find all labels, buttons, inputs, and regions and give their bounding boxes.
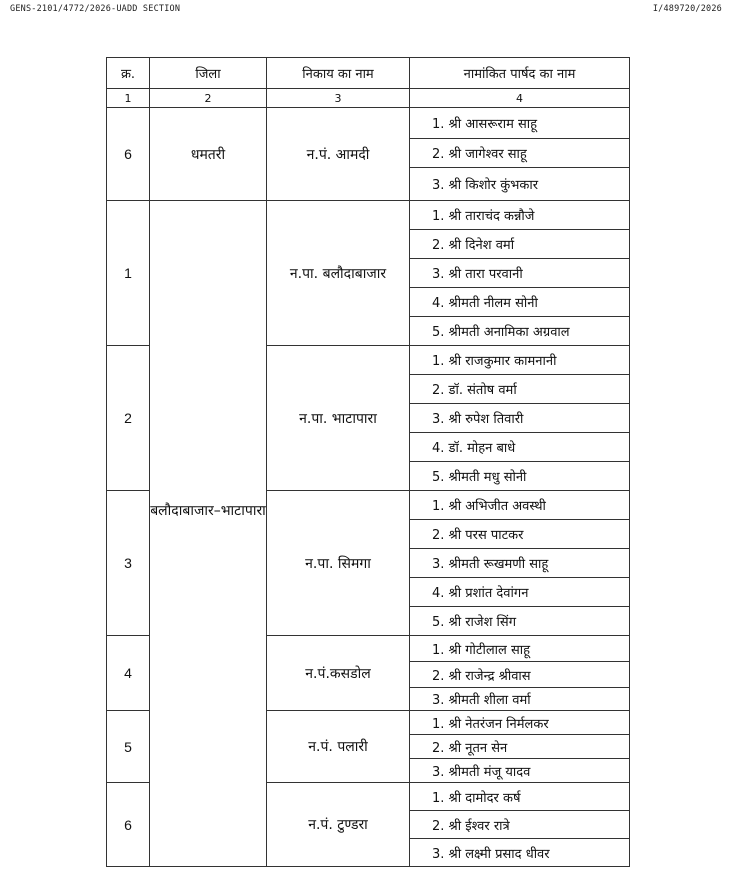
councillor-name: 1. श्री नेतरंजन निर्मलकर (410, 711, 630, 735)
councillor-name: 2. डॉ. संतोष वर्मा (410, 375, 630, 404)
councillor-name: 2. श्री नूतन सेन (410, 735, 630, 759)
column-header-body-name: निकाय का नाम (267, 58, 410, 89)
nominated-councillors-table (106, 57, 630, 867)
district-name: धमतरी (150, 108, 267, 201)
councillor-name: 3. श्री किशोर कुंभकार (410, 168, 630, 201)
councillor-name: 2. श्री जागेश्वर साहू (410, 139, 630, 168)
councillor-name: 2. श्री राजेन्द्र श्रीवास (410, 662, 630, 688)
column-index: 1 (107, 89, 150, 108)
councillor-name: 1. श्री आसरूराम साहू (410, 108, 630, 139)
body-name: न.पा. बलौदाबाजार (267, 201, 410, 346)
councillor-name: 4. डॉ. मोहन बाधे (410, 433, 630, 462)
district-name-text: बलौदाबाजार–भाटापारा (150, 503, 266, 519)
document-reference-left: GENS-2101/4772/2026-UADD SECTION (10, 4, 181, 14)
serial-number: 2 (107, 346, 150, 491)
column-header-district: जिला (150, 58, 267, 89)
councillor-name: 1. श्री अभिजीत अवस्थी (410, 491, 630, 520)
councillor-name: 4. श्रीमती नीलम सोनी (410, 288, 630, 317)
column-header-councillor-name: नामांकित पार्षद का नाम (410, 58, 630, 89)
councillor-name: 5. श्री राजेश सिंग (410, 607, 630, 636)
councillor-name: 1. श्री दामोदर कर्ष (410, 783, 630, 811)
councillor-name: 2. श्री ईश्वर रात्रे (410, 811, 630, 839)
table-row (107, 201, 630, 230)
serial-number: 5 (107, 711, 150, 783)
councillor-name: 5. श्रीमती अनामिका अग्रवाल (410, 317, 630, 346)
councillor-name: 2. श्री दिनेश वर्मा (410, 230, 630, 259)
table-row (107, 108, 630, 139)
serial-number: 1 (107, 201, 150, 346)
column-index-row (107, 89, 630, 108)
councillor-name: 3. श्री लक्ष्मी प्रसाद धीवर (410, 839, 630, 867)
councillor-name: 3. श्रीमती शीला वर्मा (410, 688, 630, 711)
body-name: न.पं.कसडोल (267, 636, 410, 711)
serial-number: 4 (107, 636, 150, 711)
councillor-name: 3. श्री रुपेश तिवारी (410, 404, 630, 433)
body-name: न.पं. पलारी (267, 711, 410, 783)
councillor-name: 2. श्री परस पाटकर (410, 520, 630, 549)
councillor-name: 4. श्री प्रशांत देवांगन (410, 578, 630, 607)
councillor-name: 5. श्रीमती मधु सोनी (410, 462, 630, 491)
district-name (150, 201, 267, 867)
document-reference-right: I/489720/2026 (652, 4, 722, 14)
councillor-name: 3. श्रीमती मंजू यादव (410, 759, 630, 783)
serial-number: 6 (107, 783, 150, 867)
body-name: न.पं. आमदी (267, 108, 410, 201)
column-index: 4 (410, 89, 630, 108)
body-name: न.पा. भाटापारा (267, 346, 410, 491)
table-header-row (107, 58, 630, 89)
serial-number: 6 (107, 108, 150, 201)
councillor-name: 3. श्रीमती रूखमणी साहू (410, 549, 630, 578)
councillor-name: 1. श्री राजकुमार कामनानी (410, 346, 630, 375)
body-name: न.पा. सिमगा (267, 491, 410, 636)
body-name: न.पं. टुण्डरा (267, 783, 410, 867)
column-index: 2 (150, 89, 267, 108)
column-header-serial: क्र. (107, 58, 150, 89)
councillor-name: 1. श्री ताराचंद कन्नौजे (410, 201, 630, 230)
councillor-name: 1. श्री गोटीलाल साहू (410, 636, 630, 662)
serial-number: 3 (107, 491, 150, 636)
column-index: 3 (267, 89, 410, 108)
councillor-name: 3. श्री तारा परवानी (410, 259, 630, 288)
